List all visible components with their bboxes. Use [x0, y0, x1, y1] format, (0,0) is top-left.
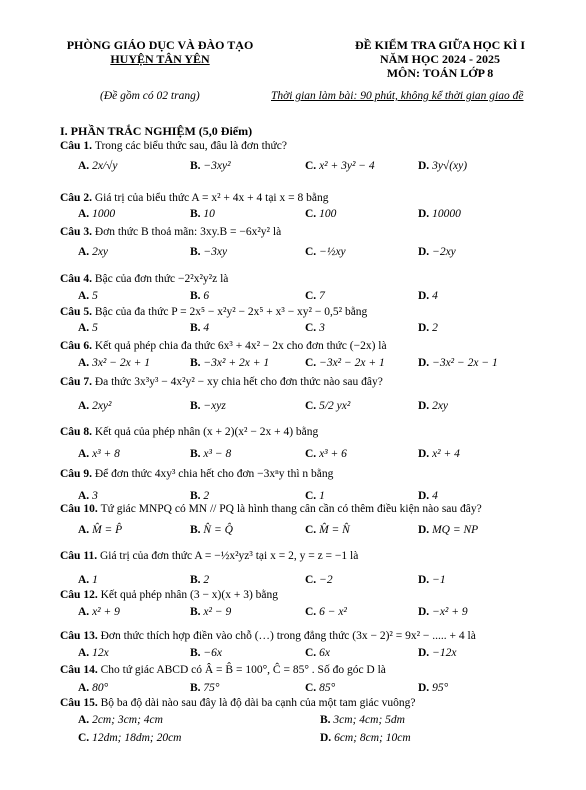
option-value: N̂ = Q̂	[203, 524, 233, 536]
question-text: Kết quả phép nhân (3 − x)(x + 3) bằng	[100, 589, 279, 601]
option-key: A.	[78, 574, 93, 586]
option-value: 100	[319, 208, 337, 220]
question-14	[60, 664, 386, 676]
option-c[interactable]	[78, 732, 182, 744]
question-label: Câu 2.	[60, 192, 95, 204]
question-15	[60, 697, 415, 709]
question-text: Tứ giác MNPQ có MN // PQ là hình thang cân cần có thêm điều kiện nào sau đây?	[100, 503, 482, 515]
option-c[interactable]	[305, 524, 350, 536]
option-key: A.	[78, 208, 93, 220]
option-key: B.	[190, 400, 204, 412]
option-value: 6 − x²	[319, 606, 347, 618]
option-b[interactable]	[190, 524, 233, 536]
question-text: Đơn thức B thoả mãn: 3xy.B = −6x²y² là	[94, 226, 282, 238]
option-c[interactable]	[305, 574, 333, 586]
option-key: D.	[418, 246, 433, 258]
question-11	[60, 550, 358, 562]
option-value: 6	[203, 290, 210, 302]
question-label: Câu 1.	[60, 140, 95, 152]
question-label: Câu 4.	[60, 273, 95, 285]
exam-title: ĐỀ KIỂM TRA GIỮA HỌC KÌ I	[354, 38, 526, 52]
option-d[interactable]	[418, 160, 467, 172]
option-value: 2cm; 3cm; 4cm	[92, 714, 163, 726]
option-a[interactable]	[78, 290, 98, 302]
option-d[interactable]	[418, 647, 456, 659]
question-10	[60, 503, 482, 515]
option-d[interactable]	[418, 246, 456, 258]
option-value: 3	[319, 322, 325, 334]
option-value: 3x² − 2x + 1	[92, 357, 150, 369]
option-value: M̂ = N̂	[319, 524, 350, 536]
option-b[interactable]	[190, 290, 209, 302]
question-13	[60, 630, 476, 642]
option-key: B.	[320, 714, 334, 726]
option-key: C.	[305, 400, 320, 412]
option-b[interactable]	[190, 682, 220, 694]
option-key: C.	[305, 574, 320, 586]
option-value: 2	[203, 490, 210, 502]
option-value: 4	[432, 290, 438, 302]
option-value: 85°	[319, 682, 336, 694]
option-a[interactable]	[78, 160, 118, 172]
question-label: Câu 13.	[60, 630, 101, 642]
option-d[interactable]	[418, 524, 478, 536]
option-key: D.	[320, 732, 335, 744]
option-c[interactable]	[305, 647, 330, 659]
option-value: −3x² − 2x + 1	[319, 357, 385, 369]
option-value: −3xy²	[203, 160, 231, 172]
option-value: −1	[432, 574, 446, 586]
option-value: 4	[203, 322, 210, 334]
question-2	[60, 192, 328, 204]
option-key: D.	[418, 322, 433, 334]
question-text: Đa thức 3x³y³ − 4x²y² − xy chia hết cho đơn thức nào sau đây?	[94, 376, 383, 388]
option-key: A.	[78, 400, 93, 412]
option-key: D.	[418, 606, 433, 618]
question-label: Câu 9.	[60, 468, 95, 480]
question-7	[60, 376, 383, 388]
option-b[interactable]	[190, 246, 227, 258]
option-value: 2xy²	[92, 400, 112, 412]
option-value: 1000	[92, 208, 116, 220]
question-4	[60, 273, 228, 285]
option-key: B.	[190, 606, 204, 618]
option-key: C.	[305, 357, 320, 369]
option-value: 4	[432, 490, 438, 502]
subject: MÔN: TOÁN LỚP 8	[386, 66, 494, 80]
option-value: 75°	[203, 682, 220, 694]
option-key: B.	[190, 647, 204, 659]
question-label: Câu 14.	[60, 664, 101, 676]
option-key: D.	[418, 647, 433, 659]
header-left	[40, 38, 280, 66]
option-value: 1	[92, 574, 98, 586]
option-key: C.	[305, 322, 320, 334]
option-value: 10	[203, 208, 215, 220]
option-b[interactable]	[190, 208, 215, 220]
question-label: Câu 3.	[60, 226, 95, 238]
option-value: 80°	[92, 682, 109, 694]
option-key: D.	[418, 290, 433, 302]
question-text: Cho tứ giác ABCD có Â = B̂ = 100°, Ĉ = 85° . Số đo góc D là	[100, 664, 386, 676]
option-value: 12dm; 18dm; 20cm	[92, 732, 182, 744]
option-value: M̂ = P̂	[92, 524, 123, 536]
option-d[interactable]	[418, 490, 438, 502]
option-value: 6cm; 8cm; 10cm	[334, 732, 411, 744]
question-label: Câu 7.	[60, 376, 95, 388]
option-b[interactable]	[190, 574, 209, 586]
option-b[interactable]	[190, 322, 209, 334]
option-value: −3xy	[203, 246, 228, 258]
option-value: −2	[319, 574, 333, 586]
option-value: MQ = NP	[432, 524, 479, 536]
option-c[interactable]	[305, 682, 335, 694]
option-value: −x² + 9	[432, 606, 468, 618]
option-key: C.	[305, 160, 320, 172]
question-label: Câu 12.	[60, 589, 101, 601]
option-b[interactable]	[190, 490, 209, 502]
option-key: A.	[78, 448, 93, 460]
option-d[interactable]	[418, 606, 468, 618]
option-b[interactable]	[190, 448, 231, 460]
option-value: 12x	[92, 647, 109, 659]
option-key: B.	[190, 490, 204, 502]
option-a[interactable]	[78, 400, 111, 412]
option-value: −3x² + 2x + 1	[203, 357, 270, 369]
option-value: −2xy	[432, 246, 456, 258]
option-d[interactable]	[418, 290, 438, 302]
option-key: A.	[78, 357, 93, 369]
option-a[interactable]	[78, 357, 150, 369]
option-key: C.	[305, 246, 320, 258]
option-key: A.	[78, 647, 93, 659]
option-b[interactable]	[190, 606, 231, 618]
option-value: x³ − 8	[203, 448, 232, 460]
option-key: D.	[418, 160, 433, 172]
option-value: 2x/√y	[92, 160, 118, 172]
option-key: A.	[78, 714, 93, 726]
option-key: D.	[418, 357, 433, 369]
question-9	[60, 468, 333, 480]
option-d[interactable]	[418, 400, 448, 412]
option-value: 2	[432, 322, 438, 334]
option-key: C.	[305, 524, 320, 536]
option-value: x³ + 6	[319, 448, 347, 460]
option-value: 7	[319, 290, 325, 302]
option-c[interactable]	[305, 490, 325, 502]
option-value: 10000	[432, 208, 461, 220]
option-a[interactable]	[78, 246, 108, 258]
option-b[interactable]	[190, 400, 226, 412]
option-c[interactable]	[305, 400, 350, 412]
pages-note: (Đề gồm có 02 trang)	[100, 90, 200, 102]
question-label: Câu 8.	[60, 426, 95, 438]
option-key: A.	[78, 290, 93, 302]
option-key: A.	[78, 322, 93, 334]
option-value: 6x	[319, 647, 330, 659]
option-d[interactable]	[418, 357, 498, 369]
option-key: C.	[305, 448, 320, 460]
option-value: −12x	[432, 647, 457, 659]
option-a[interactable]	[78, 647, 109, 659]
question-text: Trong các biểu thức sau, đâu là đơn thức?	[94, 140, 287, 152]
option-c[interactable]	[305, 160, 375, 172]
option-key: B.	[190, 322, 204, 334]
option-a[interactable]	[78, 208, 115, 220]
question-12	[60, 589, 278, 601]
option-b[interactable]	[190, 160, 231, 172]
option-value: 2	[203, 574, 210, 586]
option-value: 3y√(xy)	[432, 160, 468, 172]
option-key: D.	[418, 682, 433, 694]
section-title: I. PHẦN TRẮC NGHIỆM (5,0 Điểm)	[60, 124, 253, 138]
option-c[interactable]	[305, 322, 325, 334]
option-key: B.	[190, 682, 204, 694]
option-key: D.	[418, 574, 433, 586]
question-text: Bộ ba độ dài nào sau đây là độ dài ba cạnh của một tam giác vuông?	[100, 697, 416, 709]
option-c[interactable]	[305, 448, 347, 460]
option-value: 3cm; 4cm; 5dm	[333, 714, 405, 726]
option-key: C.	[78, 732, 93, 744]
question-text: Kết quả của phép nhân (x + 2)(x² − 2x + 4) bằng	[94, 426, 319, 438]
option-value: −½xy	[319, 246, 346, 258]
option-a[interactable]	[78, 448, 120, 460]
option-d[interactable]	[418, 448, 460, 460]
option-key: A.	[78, 490, 93, 502]
option-key: C.	[305, 290, 320, 302]
option-c[interactable]	[305, 357, 385, 369]
question-label: Câu 5.	[60, 306, 95, 318]
option-key: B.	[190, 290, 204, 302]
option-key: D.	[418, 524, 433, 536]
option-key: C.	[305, 647, 320, 659]
option-key: B.	[190, 524, 204, 536]
question-text: Kết quả phép chia đa thức 6x³ + 4x² − 2x cho đơn thức (−2x) là	[94, 340, 387, 352]
option-value: 95°	[432, 682, 449, 694]
district-name: HUYỆN TÂN YÊN	[110, 52, 210, 66]
option-b[interactable]	[190, 357, 269, 369]
question-text: Bậc của đa thức P = 2x⁵ − x²y² − 2x⁵ + x³ − xy² − 0,5² bằng	[94, 306, 368, 318]
question-text: Giá trị của đơn thức A = −½x²yz³ tại x = 2, y = z = −1 là	[99, 550, 359, 562]
question-label: Câu 11.	[60, 550, 100, 562]
option-value: −3x² − 2x − 1	[432, 357, 498, 369]
school-year: NĂM HỌC 2024 - 2025	[380, 52, 500, 66]
option-key: D.	[418, 400, 433, 412]
option-key: C.	[305, 208, 320, 220]
question-1	[60, 140, 287, 152]
option-value: 5	[92, 322, 98, 334]
option-value: x² + 9	[92, 606, 120, 618]
option-value: 2xy	[92, 246, 109, 258]
option-key: D.	[418, 448, 433, 460]
question-6	[60, 340, 387, 352]
option-value: 3	[92, 490, 98, 502]
option-key: A.	[78, 160, 93, 172]
option-key: B.	[190, 574, 204, 586]
option-key: A.	[78, 246, 93, 258]
option-key: D.	[418, 490, 433, 502]
option-a[interactable]	[78, 524, 122, 536]
option-key: C.	[305, 606, 320, 618]
question-text: Giá trị của biểu thức A = x² + 4x + 4 tại x = 8 bằng	[94, 192, 329, 204]
option-key: C.	[305, 490, 320, 502]
option-d[interactable]	[418, 682, 448, 694]
question-text: Bậc của đơn thức −2²x²y²z là	[94, 273, 229, 285]
question-label: Câu 6.	[60, 340, 95, 352]
option-value: 2xy	[432, 400, 449, 412]
option-key: D.	[418, 208, 433, 220]
option-value: −6x	[203, 647, 223, 659]
question-text: Đơn thức thích hợp điền vào chỗ (…) trong đẳng thức (3x − 2)² = 9x² − ..... + 4 là	[100, 630, 476, 642]
option-c[interactable]	[305, 606, 347, 618]
option-a[interactable]	[78, 574, 98, 586]
option-a[interactable]	[78, 714, 163, 726]
option-value: x² + 4	[432, 448, 460, 460]
option-key: A.	[78, 524, 93, 536]
option-d[interactable]	[418, 574, 446, 586]
option-key: A.	[78, 606, 93, 618]
question-3	[60, 226, 281, 238]
question-8	[60, 426, 318, 438]
option-a[interactable]	[78, 606, 120, 618]
option-a[interactable]	[78, 490, 98, 502]
option-d[interactable]	[418, 322, 438, 334]
option-c[interactable]	[305, 208, 336, 220]
question-text: Để đơn thức 4xy³ chia hết cho đơn −3xⁿy thì n bằng	[94, 468, 334, 480]
option-c[interactable]	[305, 246, 346, 258]
option-key: B.	[190, 208, 204, 220]
dept-name: PHÒNG GIÁO DỤC VÀ ĐÀO TẠO	[66, 38, 254, 52]
option-key: B.	[190, 448, 204, 460]
option-d[interactable]	[418, 208, 461, 220]
option-value: 1	[319, 490, 325, 502]
option-value: 5	[92, 290, 98, 302]
option-c[interactable]	[305, 290, 325, 302]
option-value: 5/2 yx²	[319, 400, 351, 412]
option-value: −xyz	[203, 400, 226, 412]
option-a[interactable]	[78, 322, 98, 334]
time-note: Thời gian làm bài: 90 phút, không kể thời gian giao đề	[271, 90, 524, 102]
option-key: B.	[190, 246, 204, 258]
option-value: x² − 9	[203, 606, 232, 618]
option-value: x² + 3y² − 4	[319, 160, 375, 172]
question-label: Câu 15.	[60, 697, 101, 709]
option-key: B.	[190, 160, 204, 172]
question-label: Câu 10.	[60, 503, 101, 515]
option-key: C.	[305, 682, 320, 694]
option-value: x³ + 8	[92, 448, 120, 460]
option-b[interactable]	[320, 714, 405, 726]
header-right	[300, 38, 580, 80]
option-b[interactable]	[190, 647, 222, 659]
option-a[interactable]	[78, 682, 108, 694]
option-key: A.	[78, 682, 93, 694]
question-5	[60, 306, 367, 318]
option-key: B.	[190, 357, 204, 369]
option-d[interactable]	[320, 732, 411, 744]
